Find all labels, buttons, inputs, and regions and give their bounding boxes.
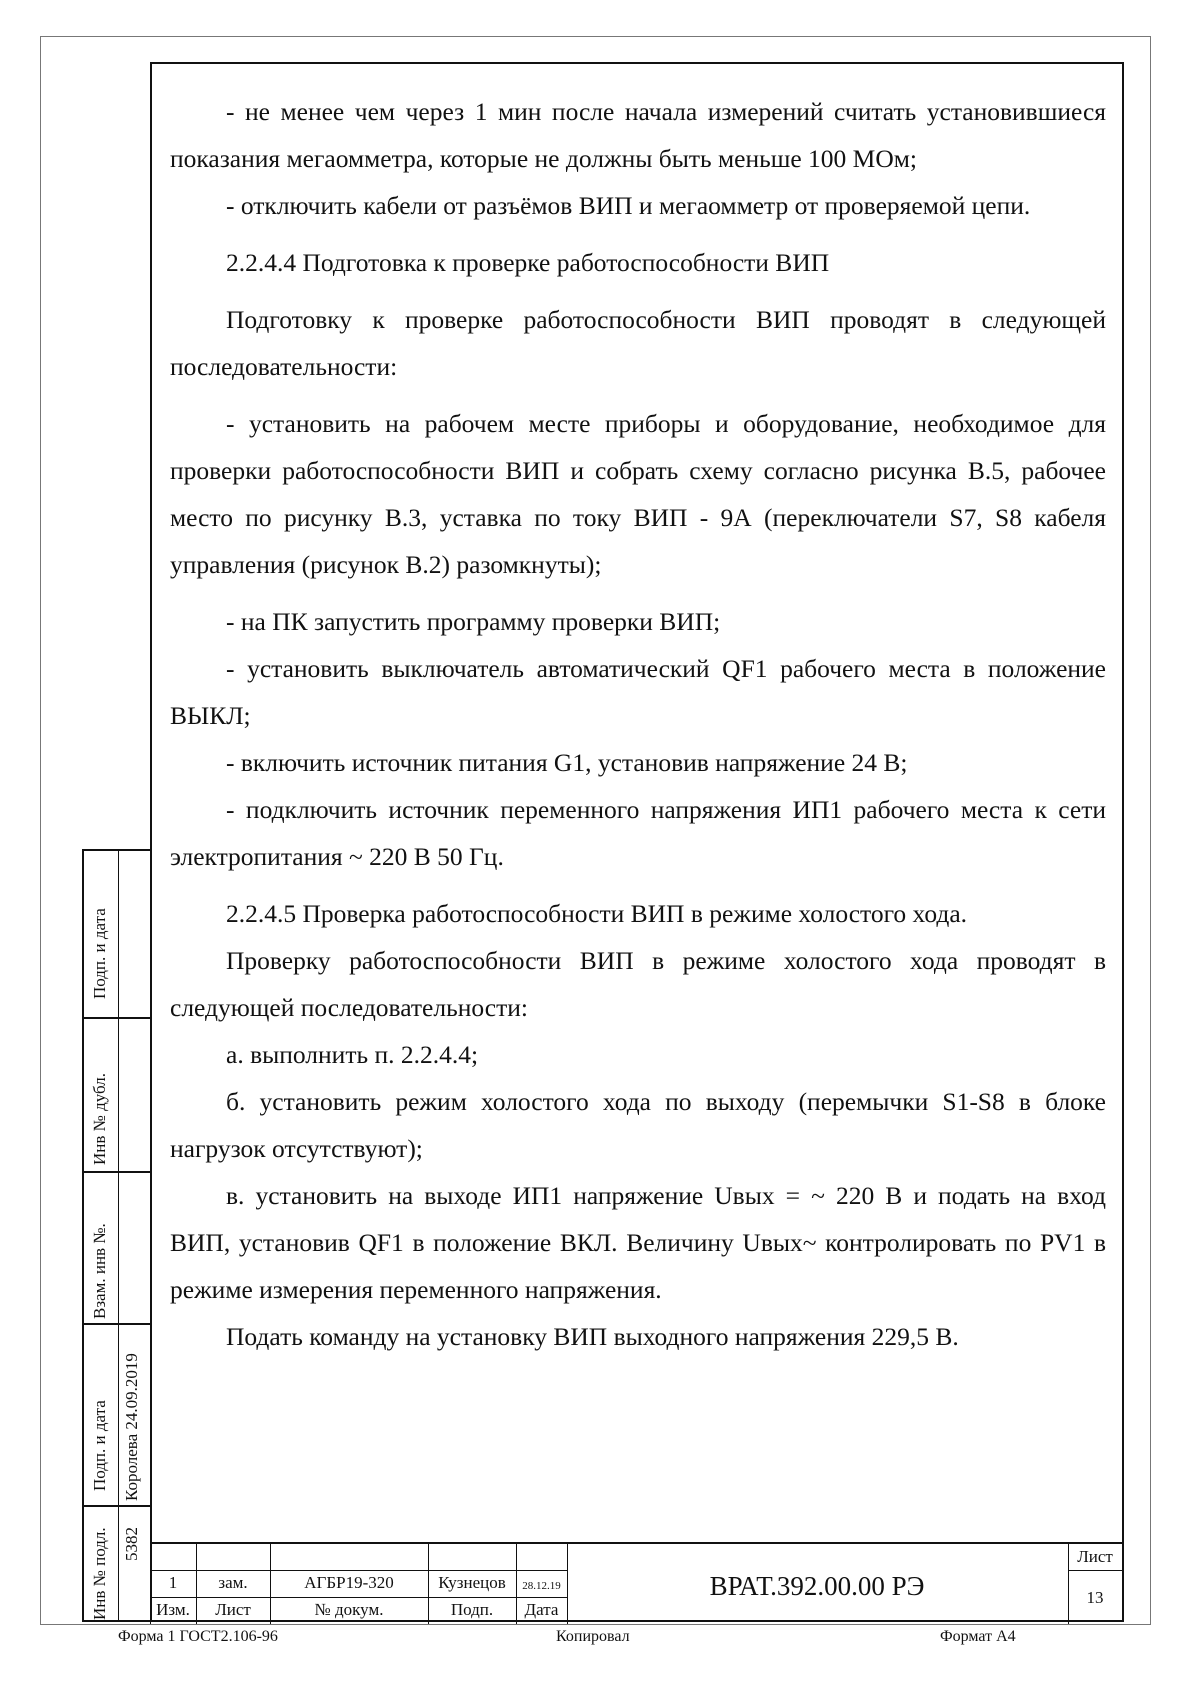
header-list: Лист [215,1600,251,1619]
change-type: зам. [218,1573,248,1592]
paragraph: - на ПК запустить программу проверки ВИП; [226,607,721,636]
stamp-label: Подп. и дата [90,1400,109,1491]
stamp-cell-inv-dubl [84,1017,150,1171]
stamp-cell-inv-podl [84,1505,150,1622]
copied-note: Копировал [556,1628,630,1645]
stamp-cell-podp-data-2 [84,1323,150,1505]
paragraph: - установить на рабочем месте приборы и оборудование, необходимое для проверки работоспособности ВИП и собрать схему согласно рисунка В.5, рабочее место по рисунку В.3, уставка по току ВИП - 9А (переключатели S7, S8 кабеля управления (рисунок В.2) разомкнуты); [170,409,1106,579]
section-heading: 2.2.4.4 Подготовка к проверке работоспособности ВИП [226,248,830,277]
header-doc-number: № докум. [314,1600,384,1619]
header-date: Дата [524,1600,559,1619]
change-doc-number: АГБР19-320 [304,1573,394,1592]
stamp-label: Инв № дубл. [90,1072,109,1165]
signer-name: Кузнецов [438,1573,506,1592]
sheet-label: Лист [1077,1547,1113,1566]
stamp-label: Взам. инв №. [90,1223,109,1319]
form-note: Форма 1 ГОСТ2.106-96 [118,1628,278,1645]
paragraph: - установить выключатель автоматический QF1 рабочего места в положение ВЫКЛ; [170,654,1106,730]
paragraph: б. установить режим холостого хода по выходу (перемычки S1-S8 в блоке нагрузок отсутствуют); [170,1087,1106,1163]
header-signature: Подп. [450,1600,494,1619]
document-designation: ВРАТ.392.00.00 РЭ [709,1571,925,1601]
paragraph: - подключить источник переменного напряжения ИП1 рабочего места к сети электропитания ~ 220 В 50 Гц. [170,795,1106,871]
section-heading: 2.2.4.5 Проверка работоспособности ВИП в режиме холостого хода. [226,899,968,928]
paragraph: Подготовку к проверке работоспособности ВИП проводят в следующей последовательности: [170,305,1106,381]
stamp-value: 5382 [122,1527,141,1561]
paragraph: в. установить на выходе ИП1 напряжение Uвых = ~ 220 В и подать на вход ВИП, установив QF1 в положение ВКЛ. Величину Uвых~ контролировать по PV1 в режиме измерения переменного напряжения. [170,1181,1106,1304]
stamp-cell-podp-data [84,851,150,1017]
paragraph: - отключить кабели от разъёмов ВИП и мегаомметр от проверяемой цепи. [226,191,1031,220]
document-body [170,88,1106,1360]
paragraph: а. выполнить п. 2.2.4.4; [226,1040,479,1069]
format-note: Формат А4 [940,1628,1016,1645]
side-stamp [82,849,150,1622]
stamp-label: Подп. и дата [90,908,109,999]
stamp-cell-vzam-inv [84,1171,150,1323]
stamp-label: Инв № подл. [90,1527,109,1620]
stamp-value: Королева 24.09.2019 [122,1353,141,1501]
paragraph: Подать команду на установку ВИП выходного напряжения 229,5 В. [226,1322,959,1351]
paragraph: - не менее чем через 1 мин после начала измерений считать установившиеся показания мегаомметра, которые не должны быть меньше 100 МОм; [170,97,1106,173]
change-number: 1 [168,1573,178,1592]
paragraph: - включить источник питания G1, установив напряжение 24 В; [226,748,908,777]
paragraph: Проверку работоспособности ВИП в режиме холостого хода проводят в следующей последовательности: [170,946,1106,1022]
sheet-number: 13 [1086,1588,1104,1607]
sign-date: 28.12.19 [522,1580,561,1592]
header-izm: Изм. [156,1600,190,1619]
title-block [150,1542,1124,1622]
